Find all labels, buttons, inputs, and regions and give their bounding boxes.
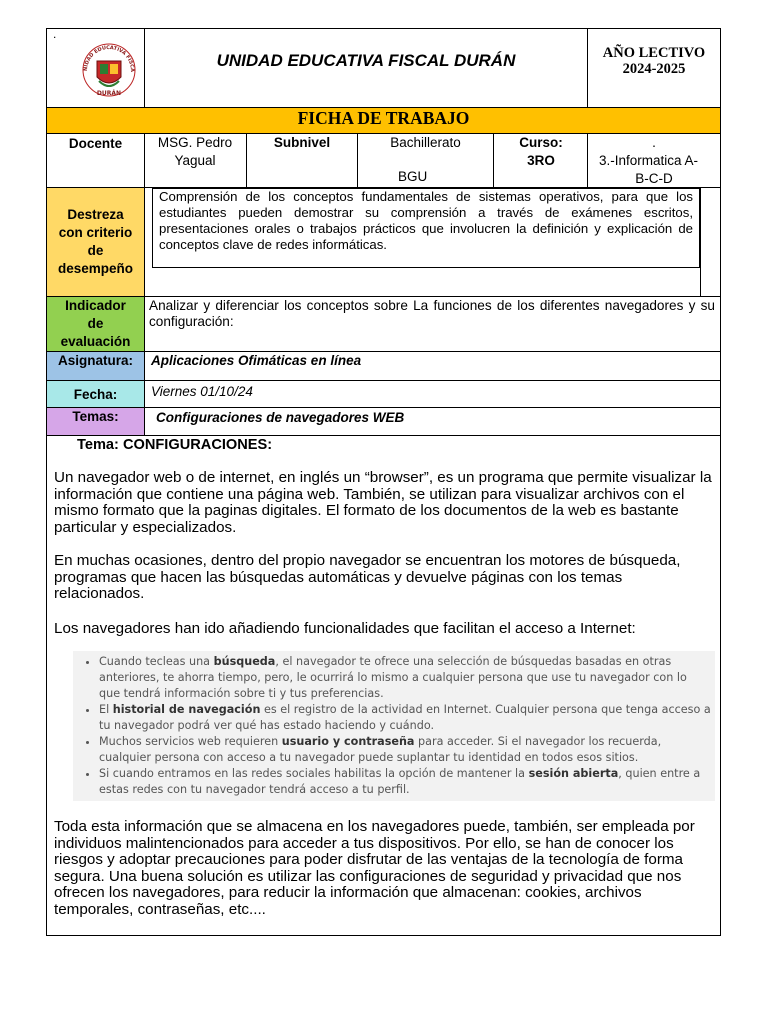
tema-heading: Tema: CONFIGURACIONES:: [77, 437, 273, 453]
fecha-value: Viernes 01/10/24: [151, 384, 253, 399]
subnivel-label: Subnivel: [273, 135, 331, 150]
indicador-label-line: Indicador: [65, 298, 126, 313]
indicador-label: [47, 297, 144, 351]
temas-value: Configuraciones de navegadores WEB: [156, 410, 405, 425]
year-value: 2024-2025: [622, 61, 686, 77]
docente-label: Docente: [68, 135, 123, 151]
destreza-label-line: de: [87, 243, 104, 258]
docente-line1: MSG. Pedro: [157, 135, 233, 150]
group-value: [591, 134, 717, 188]
subnivel-line1: Bachillerato: [390, 135, 461, 150]
destreza-label-line: con criterio: [58, 225, 133, 240]
list-item: • Muchos servicios web requieren usuario y contraseña para acceder. Si el navegador los recuerda, cualquier persona con acceso a tu navegador puede suplantar tu identidad en todos esos sitios.: [99, 734, 711, 766]
paragraph-3: Los navegadores han ido añadiendo funcionalidades que facilitan el acceso a Internet:: [54, 620, 636, 637]
bullet-box: [73, 651, 715, 801]
docente-value: [145, 134, 245, 170]
school-logo: [77, 39, 141, 99]
ficha-title: FICHA DE TRABAJO: [47, 108, 720, 133]
docente-line2: Yagual: [174, 153, 216, 168]
destreza-text: Comprensión de los conceptos fundamentales de sistemas operativos, para que los estudiantes pueden demostrar su comprensión a través de exámenes escritos, presentaciones orales o trabajos prácticos que involucren la definición y explicación de conceptos clave de redes informáticas.: [159, 189, 693, 252]
asignatura-value: Aplicaciones Ofimáticas en línea: [151, 353, 362, 368]
indicador-label-line: evaluación: [60, 334, 131, 349]
curso-value: 3RO: [527, 153, 555, 168]
fecha-label: Fecha:: [47, 381, 144, 407]
asignatura-label: Asignatura:: [47, 352, 144, 380]
group-dot: .: [652, 135, 656, 150]
paragraph-2: En muchas ocasiones, dentro del propio navegador se encuentran los motores de búsqueda, programas que hacen las búsquedas automáticas y devuelve páginas con los temas relacionados.: [54, 552, 681, 602]
destreza-label-line: Destreza: [67, 207, 124, 222]
subnivel-value: [358, 134, 493, 185]
corner-dot: .: [53, 27, 57, 41]
school-name: UNIDAD EDUCATIVA FISCAL DURÁN: [216, 51, 516, 70]
list-item: • Cuando tecleas una búsqueda, el navegador te ofrece una selección de búsquedas basadas en otras anteriores, te ahorra tiempo, pero, le ocurrirá lo mismo a cualquier persona que use tu navegador con lo que tendrá información sobre ti y tus preferencias.: [99, 654, 711, 702]
svg-text:DURÁN: DURÁN: [96, 90, 122, 97]
destreza-label-line: desempeño: [57, 261, 134, 276]
paragraph-1: Un navegador web o de internet, en inglés un “browser”, es un programa que permite visualizar la información que contiene una página web. También, se utilizan para visualizar archivos con el mismo formato que la paginas digitales. El formato de los documentos de la web es bastante particular y especializados.: [54, 469, 712, 536]
paragraph-4: Toda esta información que se almacena en los navegadores puede, también, ser empleada por individuos malintencionados para acceder a tus dispositivos. Por ello, se han de conocer los riesgos y adoptar precauciones para poder disfrutar de las ventajas de la tecnología de forma segura. Una buena solución es utilizar las configuraciones de seguridad y privacidad que nos ofrecen los navegadores, para reducir la información que almacenan: cookies, archivos temporales, contraseñas, etc....: [54, 818, 695, 918]
indicador-text: Analizar y diferenciar los conceptos sobre La funciones de los diferentes navegadores y su configuración:: [149, 298, 715, 329]
list-item: • Si cuando entramos en las redes sociales habilitas la opción de mantener la sesión abierta, quien entre a estas redes con tu navegador tendrá acceso a tu perfil.: [99, 766, 711, 798]
worksheet: [46, 28, 721, 936]
subnivel-line2: BGU: [398, 169, 428, 184]
svg-text:UNIDAD EDUCATIVA FISCAL: NIDAD EDUCATIVA FISCA: [82, 44, 136, 73]
destreza-label: [47, 188, 144, 296]
destreza-textbox: [152, 188, 700, 268]
group-line2: B-C-D: [635, 171, 673, 186]
curso-label: Curso:: [519, 135, 563, 150]
list-item: • El historial de navegación es el registro de la actividad en Internet. Cualquier persona que tenga acceso a tu navegador podrá ver qué has estado haciendo y cuándo.: [99, 702, 711, 734]
indicador-label-line: de: [87, 316, 104, 331]
temas-label: Temas:: [47, 408, 144, 435]
curso: [494, 134, 588, 170]
school-year: [588, 45, 720, 77]
bullet-list: [73, 654, 711, 798]
year-label: AÑO LECTIVO: [602, 45, 706, 61]
group-line1: 3.-Informatica A-: [599, 153, 699, 168]
